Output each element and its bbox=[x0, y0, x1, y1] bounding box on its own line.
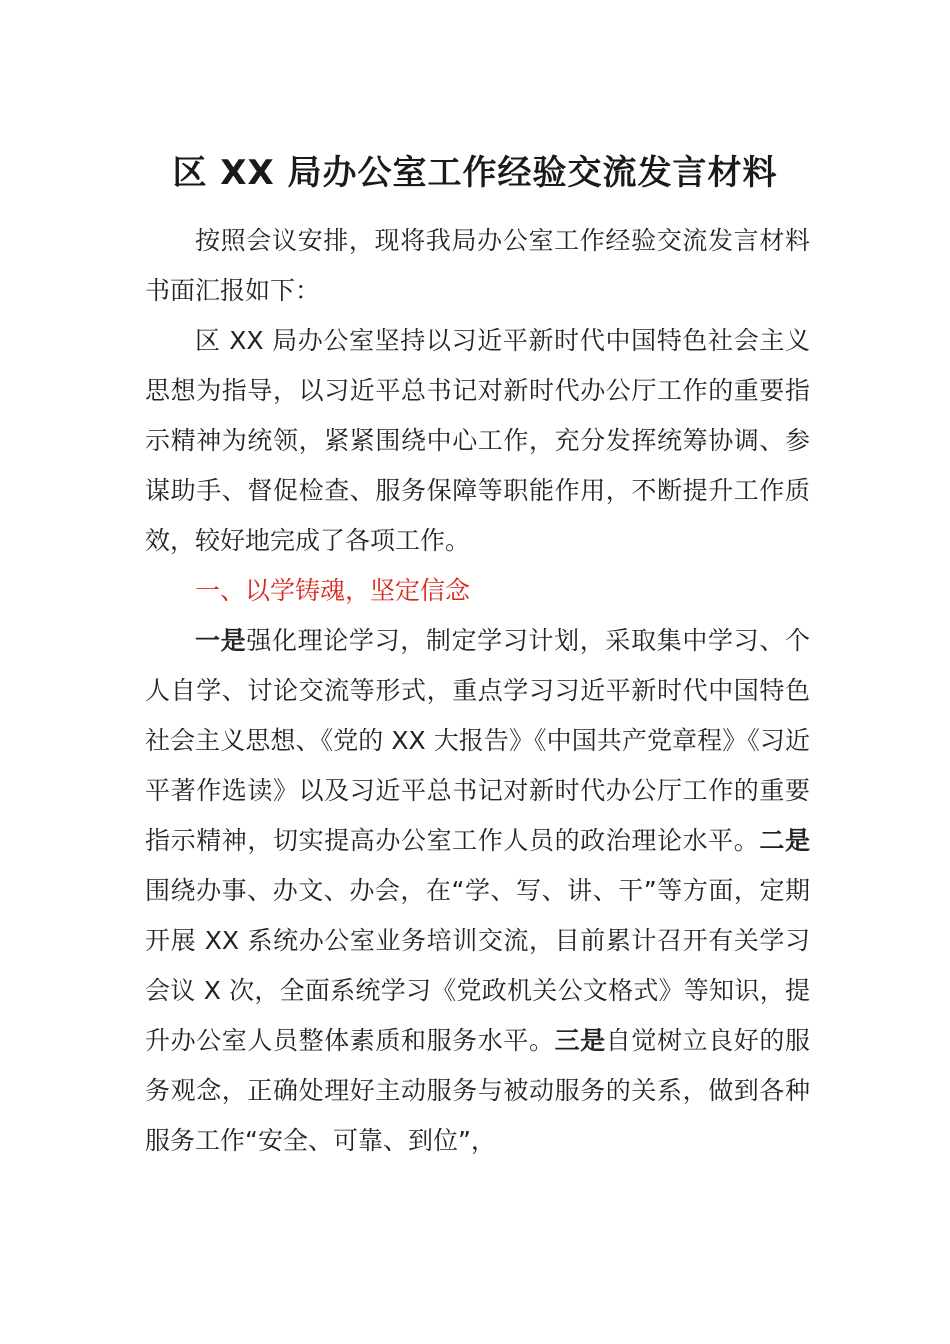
document-title: 区 XX 局办公室工作经验交流发言材料 bbox=[172, 153, 778, 193]
item3-text: 自觉树立良好的服务观念，正确处理好主动服务与被动服务的关系，做到各种服务工作“安全、可靠、到位”， bbox=[145, 1026, 810, 1155]
item3-lead: 三是 bbox=[554, 1026, 606, 1055]
section-heading-1: 一、以学铸魂，坚定信念 bbox=[195, 576, 471, 605]
intro-paragraph: 按照会议安排，现将我局办公室工作经验交流发言材料书面汇报如下： bbox=[145, 226, 810, 305]
document-body bbox=[145, 216, 810, 1166]
item2-lead: 二是 bbox=[759, 826, 810, 855]
item1-text: 强化理论学习，制定学习计划，采取集中学习、个人自学、讨论交流等形式，重点学习习近平新时代中国特色社会主义思想、《党的 XX 大报告》《中国共产党章程》《习近平著作选读》以及习近平总书记对新时代办公厅工作的重要指示精神，切实提高办公室工作人员的政治理论水平。 bbox=[145, 626, 810, 855]
item2-text: 围绕办事、办文、办会，在“学、写、讲、干”等方面，定期开展 XX 系统办公室业务培训交流，目前累计召开有关学习会议 X 次，全面系统学习《党政机关公文格式》等知识，提升办公室人员整体素质和服务水平。 bbox=[145, 876, 810, 1055]
item1-lead: 一是 bbox=[195, 626, 247, 655]
summary-paragraph: 区 XX 局办公室坚持以习近平新时代中国特色社会主义思想为指导，以习近平总书记对新时代办公厅工作的重要指示精神为统领，紧紧围绕中心工作，充分发挥统筹协调、参谋助手、督促检查、服务保障等职能作用，不断提升工作质效，较好地完成了各项工作。 bbox=[145, 326, 810, 555]
section1-paragraph bbox=[145, 616, 810, 1166]
